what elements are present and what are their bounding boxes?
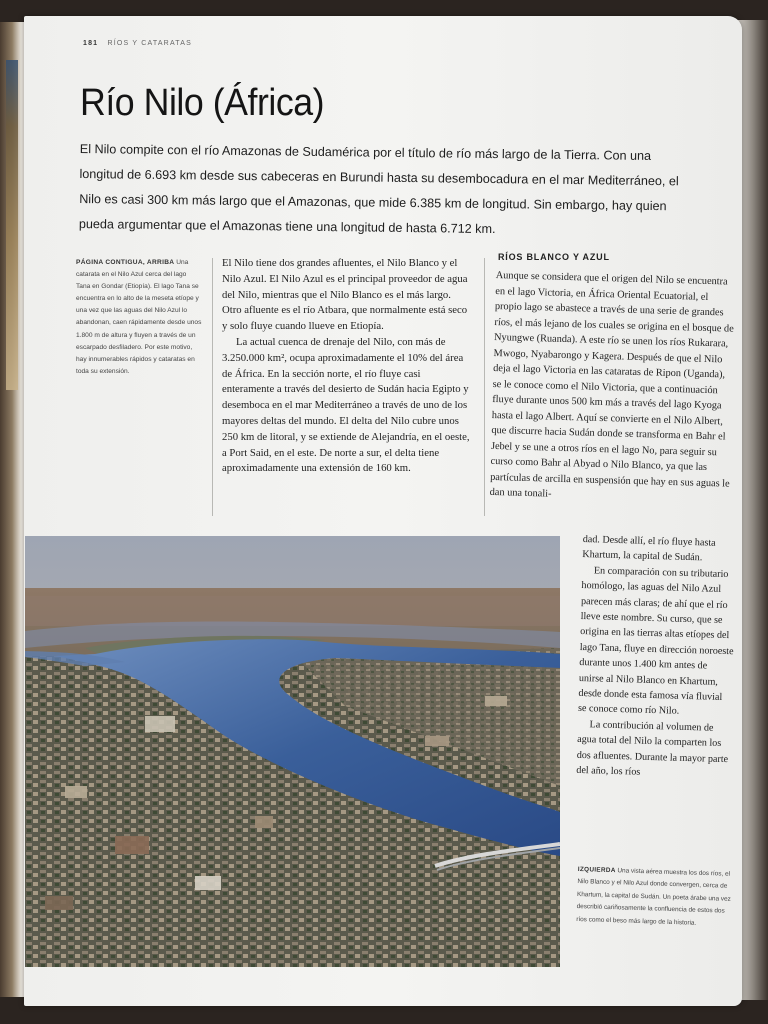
body-paragraph: La contribución al volumen de agua total del Nilo la comparten los dos afluentes. Durante la mayor parte del año, los ríos [576,719,729,778]
page-title: Río Nilo (África) [80,82,325,124]
caption-left-label: PÁGINA CONTIGUA, ARRIBA [76,259,175,266]
aerial-photo-icon [25,536,560,967]
body-paragraph: La actual cuenca de drenaje del Nilo, con más de 3.250.000 km², ocupa aproximadamente el 10% del área de África. En la sección norte, el río fluye casi enteramente a través del desierto de Sudán hacia Egipto y desemboca en el mar Mediterráneo a través de uno de los mayores deltas del mundo. El delta del Nilo cubre unos 250 km de litoral, y se extiende de Alejandría, en el oeste, a Port Said, en el este. De norte a sur, el delta tiene aproximadamente una extensión de 160 km. [222,335,470,475]
facing-page-photo-strip [6,60,18,390]
page-curl-shadow [738,20,768,1000]
column-divider-right [484,258,485,516]
section-name: RÍOS Y CATARATAS [107,40,192,47]
caption-left-text: Una catarata en el Nilo Azul cerca del lago Tana en Gondar (Etiopía). El lago Tana se encuentra en lo alto de la meseta etíope y una vez que las aguas del Nilo Azul lo abandonan, caen rápidamente desde unos 1.800 m de altura y fluyen a través de un escarpado desfiladero. Por este motivo, hay innumerables rápidos y cataratas en toda su extensión. [76,259,202,375]
column-right-paragraph: Aunque se considera que el origen del Nilo se encuentra en el lago Victoria, en África Oriental Ecuatorial, el propio lago se abastece a través de una serie de grandes ríos, el más lejano de los cuales se origina en el bosque de Nyungwe (Ruanda). A este río se unen los ríos Rukarara, Mwogo, Nyabarongo y Kagera. Después de que el Nilo deja el lago Victoria en las cataratas de Ripon (Uganda), se le conoce como el Nilo Victoria, que a continuación fluye durante unos 500 km más a través del lago Kyoga hasta el lago Albert. Aquí se convierte en el Nilo Albert, que discurre hacia Sudán donde se transforma en Bahr el Jebel y se une a otros ríos en el lago No, para seguir su curso como Bahr al Abyad o Nilo Blanco, ya que las partículas de arcilla en suspensión que hay en sus aguas le dan una tonali- [489,269,734,500]
caption-left [76,257,202,378]
body-paragraph: El Nilo tiene dos grandes afluentes, el Nilo Blanco y el Nilo Azul. El Nilo Azul es el principal proveedor de agua del Nilo, mientras que el Nilo Blanco es el más largo. Otro afluente es el río Atbara, que normalmente está seco y solo fluye cuando llueve en Etiopía. [222,257,468,333]
aerial-photo-nile-confluence [25,536,560,967]
intro-paragraph: El Nilo compite con el río Amazonas de Sudamérica por el título de río más largo de la Tierra. Con una longitud de 6.693 km desde sus cabeceras en Burundi hasta su desembocadura en el mar Mediterráneo, el Nilo es casi 300 km más largo que el Amazonas, que mide 6.385 km de longitud. Sin embargo, hay quien pueda argumentar que el Amazonas tiene una longitud de hasta 6.712 km. [78,141,679,237]
caption-right-text: Una vista aérea muestra los dos ríos, el Nilo Blanco y el Nilo Azul donde convergen, cerca de Khartum, la capital de Sudán. Un poeta árabe una vez describió cariñosamente la confluencia de estos dos ríos como el beso más largo de la historia. [576,867,731,927]
section-heading: RÍOS BLANCO Y AZUL [498,252,610,262]
column-divider-left [212,258,213,516]
page-number: 181 [83,40,99,47]
body-paragraph: En comparación con su tributario homólogo, las aguas del Nilo Azul parecen más claras; de ahí que el río lleve este nombre. Su curso, que se origina en las tierras altas etíopes del lago Tana, fluye en dirección noroeste durante unos 1.400 km antes de unirse al Nilo Blanco en Khartum, desde donde esta famosa vía fluvial se conoce como río Nilo. [577,565,734,718]
body-paragraph: dad. Desde allí, el río fluye hasta Khartum, la capital de Sudán. [582,533,716,564]
caption-right [576,864,738,931]
running-head [83,40,192,47]
caption-right-label: IZQUIERDA [577,865,616,875]
column-right-continued [576,532,737,783]
column-middle [222,256,472,477]
